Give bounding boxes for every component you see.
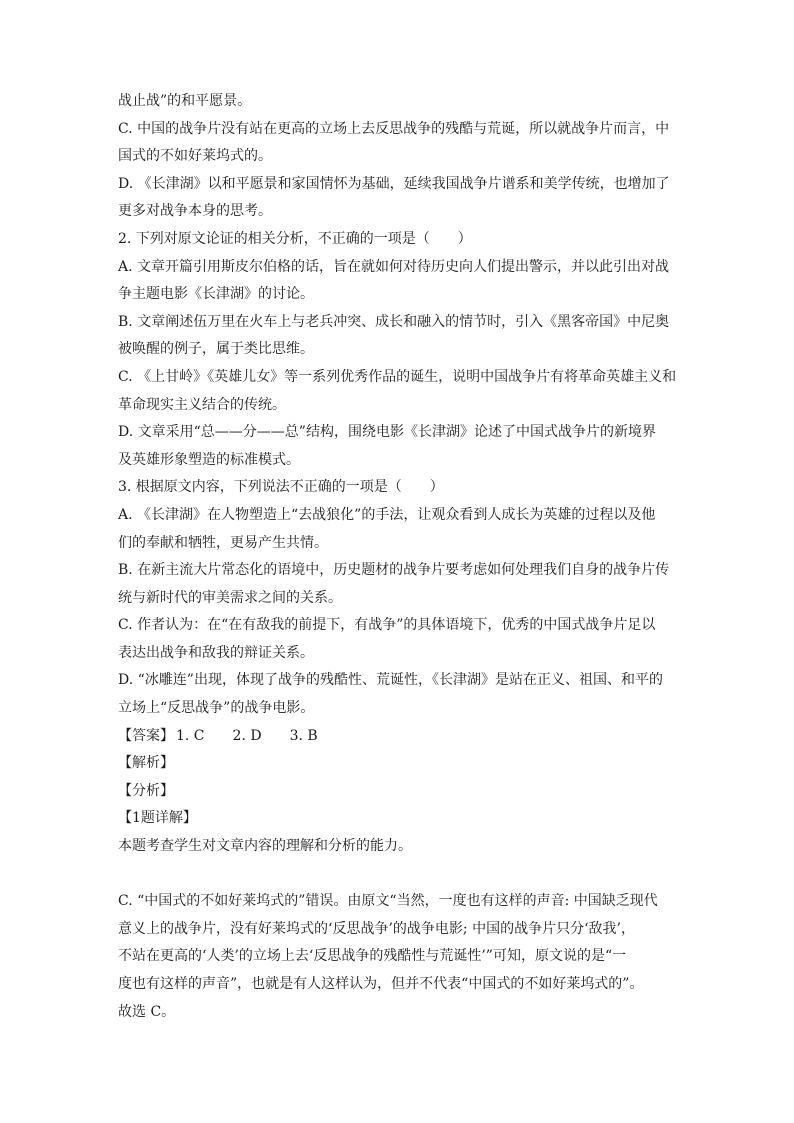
text-line: 革命现实主义结合的传统。: [118, 396, 286, 413]
text-line: 立场上“反思战争”的战争电影。: [118, 700, 315, 717]
question-3-stem: 3. 根据原文内容，下列说法不正确的一项是（ ）: [118, 479, 444, 496]
conclusion-line: 故选 C。: [118, 1003, 176, 1020]
option-a-line: A. 文章开篇引用斯皮尔伯格的话，旨在就如何对待历史向人们提出警示，并以此引出对战: [118, 258, 670, 275]
explanation-line: 度也有这样的声音”，也就是有人这样认为，但并不代表“中国式的不如好莱坞式的”。: [118, 976, 644, 992]
answer-3: 3. B: [289, 727, 318, 744]
question-2-stem: 2. 下列对原文论证的相关分析，不正确的一项是（ ）: [118, 230, 472, 247]
fenxi-heading: 【分析】: [118, 782, 174, 799]
blank-line: [118, 861, 678, 889]
answer-2: 2. D: [232, 727, 262, 744]
explanation-line: 意义上的战争片，没有好莱坞式的‘反思战争’的战争电影; 中国的战争片只分‘敌我’，: [118, 920, 635, 937]
explanation-line: 不站在更高的‘人类’的立场上去‘反思战争的残酷性与荒诞性’”可知，原文说的是“一: [118, 948, 627, 965]
text-line: 表达出战争和敌我的辩证关系。: [118, 644, 314, 661]
explanation-line: C. “中国式的不如好莱坞式的”错误。由原文“当然，一度也有这样的声音: 中国缺乏现代: [118, 893, 658, 910]
option-a-line: A. 《长津湖》在人物塑造上“去战狼化”的手法，让观众看到人成长为英雄的过程以及他: [118, 506, 656, 523]
option-c-line: C. 中国的战争片没有站在更高的立场上去反思战争的残酷与荒诞，所以就战争片而言，中: [118, 120, 670, 137]
option-d-line: D. 《长津湖》以和平愿景和家国情怀为基础，延续我国战争片谱系和美学传统，也增加了: [118, 175, 670, 192]
question-1-detail-heading: 【1题详解】: [118, 810, 197, 827]
text-line: 本题考查学生对文章内容的理解和分析的能力。: [118, 838, 412, 855]
option-c-line: C. 作者认为：在“在有敌我的前提下，有战争”的具体语境下，优秀的中国式战争片足以: [118, 617, 656, 634]
text-line: 被唤醒的例子，属于类比思维。: [118, 341, 314, 358]
option-d-line: D. “冰雕连”出现，体现了战争的残酷性、荒诞性，《长津湖》是站在正义、祖国、和平的: [118, 672, 663, 689]
analysis-heading: 【解析】: [118, 755, 174, 772]
answer-1: 1. C: [176, 727, 205, 744]
text-line: 战止战”的和平愿景。: [118, 93, 252, 109]
option-d-line: D. 文章采用“总——分——总”结构，围绕电影《长津湖》论述了中国式战争片的新境界: [118, 424, 656, 441]
option-c-line: C. 《上甘岭》《英雄儿女》等一系列优秀作品的诞生，说明中国战争片有将革命英雄主义和: [118, 368, 677, 385]
answer-label: 【答案】: [118, 727, 174, 744]
option-b-line: B. 文章阐述伍万里在火车上与老兵冲突、成长和融入的情节时，引入《黑客帝国》中尼奥: [118, 313, 670, 330]
text-line: 统与新时代的审美需求之间的关系。: [118, 589, 342, 606]
text-line: 国式的不如好莱坞式的。: [118, 148, 272, 165]
answer-line: [118, 723, 678, 751]
option-b-line: B. 在新主流大片常态化的语境中，历史题材的战争片要考虑如何处理我们自身的战争片传: [118, 562, 670, 579]
text-line: 争主题电影《长津湖》的讨论。: [118, 286, 314, 303]
text-line: 们的奉献和牺牲，更易产生共情。: [118, 534, 328, 551]
text-line: 及英雄形象塑造的标准模式。: [118, 451, 300, 468]
document-body: [118, 88, 678, 1026]
text-line: 更多对战争本身的思考。: [118, 203, 272, 220]
